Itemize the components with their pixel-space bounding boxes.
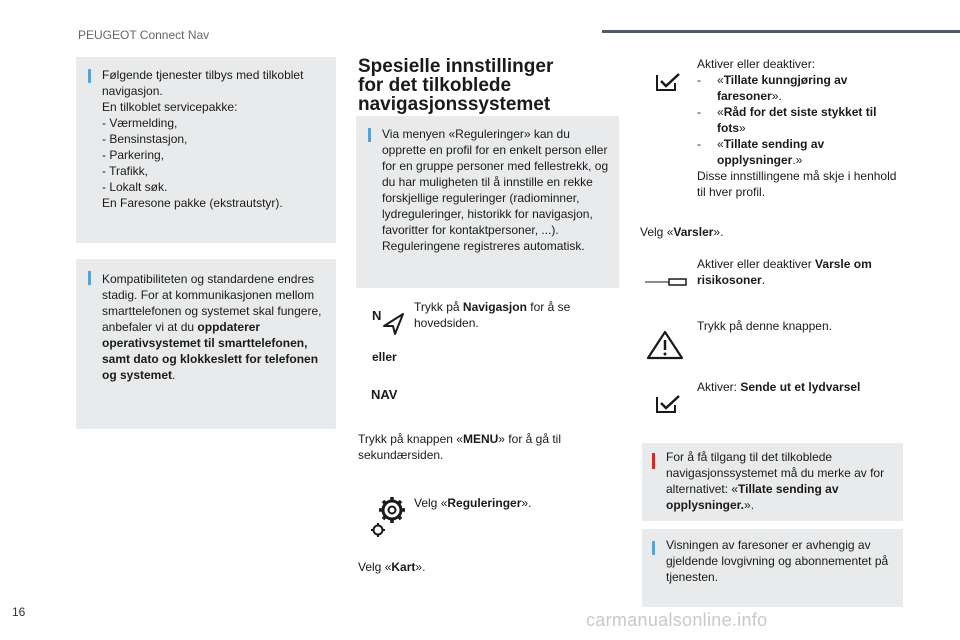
checkbox-icon (655, 72, 681, 92)
alerts-step: Velg «Varsler». (640, 225, 724, 239)
warning-marker (652, 453, 655, 469)
running-header: PEUGEOT Connect Nav (78, 28, 210, 42)
section-heading: Spesielle innstillinger for det tilkoblede navigasjonssystemet (358, 56, 554, 115)
service-item: - Parkering, (102, 148, 165, 162)
settings-step: Velg «Reguleringer». (414, 496, 532, 510)
compatibility-info-box (76, 259, 336, 429)
profile-info-box (356, 116, 619, 288)
page-number: 16 (12, 605, 26, 619)
option-item: - «Tillate kunngjøring av faresoner». (697, 73, 848, 103)
service-item: - Bensinstasjon, (102, 132, 188, 146)
risk-zone-info-box (642, 529, 903, 607)
info-marker (88, 69, 91, 83)
warning-text: For å få tilgang til det tilkoblede navigasjonssystemet må du merke av for alternativet: «Tillate sending av opplysninger.». (666, 450, 885, 512)
menu-step: Trykk på knappen «MENU» for å gå til sekundærsiden. (358, 432, 561, 462)
nav-button-label: NAV (371, 387, 398, 402)
service-item: - Trafikk, (102, 164, 149, 178)
watermark: carmanualsonline.info (586, 610, 768, 630)
option-item: - «Tillate sending av opplysninger.» (697, 137, 825, 167)
warning-triangle-icon (646, 330, 684, 360)
toggle-options: Aktiver eller deaktiver: - «Tillate kunngjøring av faresoner». - «Råd for det siste stykket til fots» - «Tillate sending av opplysninger.» Disse innstillingene må skje i henhold til hver profil. (697, 57, 897, 199)
navigation-icon (370, 308, 406, 336)
risk-zone-info-text: Visningen av faresoner er avhengig av gjeldende lovgivning og abonnementet på tjenesten. (666, 538, 889, 584)
service-item: - Værmelding, (102, 116, 178, 130)
services-outro: En Faresone pakke (ekstrautstyr). (102, 196, 283, 210)
service-item: - Lokalt søk. (102, 180, 168, 194)
map-step: Velg «Kart». (358, 560, 426, 574)
services-intro: Følgende tjenester tilbys med tilkoblet navigasjon. (102, 68, 304, 98)
compatibility-text: Kompatibiliteten og standardene endres stadig. For at kommunikasjonen mellom smarttelefonen og systemet skal fungere, anbefaler vi at du oppdaterer operativsystemet til smarttelefonen, samt dato og klokkeslett for telefonen og systemet. (102, 272, 322, 382)
option-item: - «Råd for det siste stykket til fots» (697, 105, 877, 135)
settings-gears-icon (370, 492, 410, 538)
sound-alert-step: Aktiver: Sende ut et lydvarsel (697, 380, 861, 394)
risk-zone-step: Aktiver eller deaktiver Varsle om risikosoner. (697, 257, 872, 287)
services-pack: En tilkoblet servicepakke: (102, 100, 238, 114)
checkbox-icon (655, 394, 681, 414)
navigation-step: Trykk på Navigasjon for å se hovedsiden. (414, 300, 571, 330)
or-label: eller (372, 350, 397, 364)
services-text (102, 67, 326, 211)
services-info-box (76, 57, 336, 243)
info-marker (88, 271, 91, 285)
warning-box (642, 443, 903, 521)
header-rule (602, 30, 960, 33)
info-marker (652, 541, 655, 555)
profile-info-text: Via menyen «Reguleringer» kan du opprette en profil for en enkelt person eller for en gruppe personer med fellestrekk, og du har muligheten til å innstille en rekke forskjellige reguleringer (radiominner, lydreguleringer, historikk for navigasjon, favoritter for kontaktpersoner, ...). Reguleringene registreres automatisk. (382, 127, 609, 253)
toggle-switch-icon (645, 277, 687, 287)
warning-button-step: Trykk på denne knappen. (697, 319, 832, 333)
svg-text:N: N (372, 308, 382, 323)
info-marker (368, 128, 371, 142)
